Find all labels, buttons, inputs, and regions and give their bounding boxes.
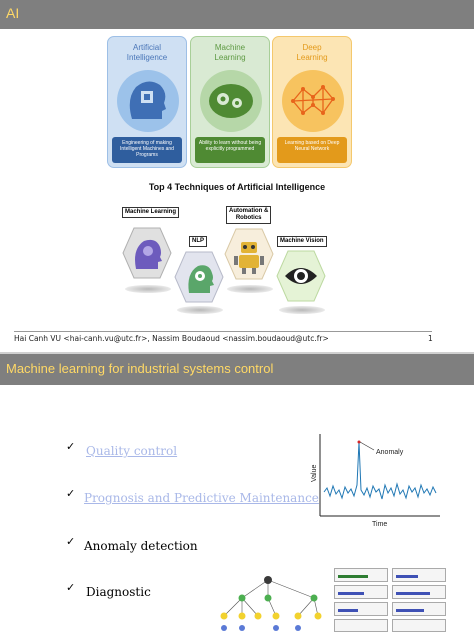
footer-divider (14, 331, 432, 332)
panel (392, 568, 446, 582)
footer-authors: Hai Canh VU <hai-canh.vu@utc.fr>, Nassim Boudaoud <nassim.boudaoud@utc.fr> (14, 334, 329, 343)
anomaly-label: Anomaly (376, 449, 404, 456)
hex-machine-learning (122, 227, 172, 279)
chart-ylabel: Value (311, 464, 318, 482)
shadow (279, 306, 325, 314)
card-description: Engineering of making Intelligent Machines and Programs (112, 137, 182, 163)
card-title: Artificial Intelligence (126, 43, 168, 62)
panel (392, 619, 446, 632)
panel (392, 602, 446, 616)
label-machine-vision: Machine Vision (277, 236, 327, 247)
card-title: Machine Learning (214, 43, 246, 62)
slide-ml-industrial (0, 354, 474, 632)
label-machine-learning: Machine Learning (122, 207, 179, 218)
label-nlp: NLP (189, 236, 207, 247)
panel (334, 619, 388, 632)
checkmark-icon: ✓ (66, 487, 76, 500)
checkmark-icon: ✓ (66, 535, 76, 548)
panel (392, 585, 446, 599)
card-description: Learning based on Deep Neural Network (277, 137, 347, 163)
techniques-heading: Top 4 Techniques of Artificial Intelligence (148, 182, 326, 192)
neural-network-brain-icon (279, 69, 347, 133)
card-machine-learning (190, 36, 270, 168)
card-artificial-intelligence (107, 36, 187, 168)
slide-title-bar (0, 0, 474, 29)
diagnostic-tree-diagram (214, 570, 332, 632)
card-description: Ability to learn without being explicitly programmed (195, 137, 265, 163)
checkmark-icon: ✓ (66, 581, 76, 594)
panel (334, 568, 388, 582)
slide-title: Machine learning for industrial systems control (6, 361, 274, 376)
brain-chip-icon (114, 69, 182, 133)
bullet-text: Anomaly detection (84, 539, 198, 553)
brain-gears-icon (197, 69, 265, 133)
card-deep-learning (272, 36, 352, 168)
shadow (227, 285, 273, 293)
shadow (125, 285, 171, 293)
bullet-text: Diagnostic (86, 585, 151, 599)
slide-title-bar (0, 354, 474, 385)
panel (334, 602, 388, 616)
hex-automation-robotics (224, 228, 274, 280)
anomaly-chart (312, 430, 442, 530)
shadow (177, 306, 223, 314)
diagnostic-panels (334, 568, 446, 632)
link-prognosis-predictive-maintenance[interactable]: Prognosis and Predictive Maintenance (84, 491, 319, 505)
label-automation-robotics: Automation & Robotics (226, 206, 271, 224)
page-number: 1 (428, 334, 433, 343)
hex-nlp (174, 251, 224, 303)
panel (334, 585, 388, 599)
hex-machine-vision (276, 250, 326, 302)
card-title: Deep Learning (296, 43, 328, 62)
slide-title: AI (6, 5, 20, 21)
checkmark-icon: ✓ (66, 440, 76, 453)
link-quality-control[interactable]: Quality control (86, 444, 178, 458)
chart-xlabel: Time (372, 521, 388, 528)
